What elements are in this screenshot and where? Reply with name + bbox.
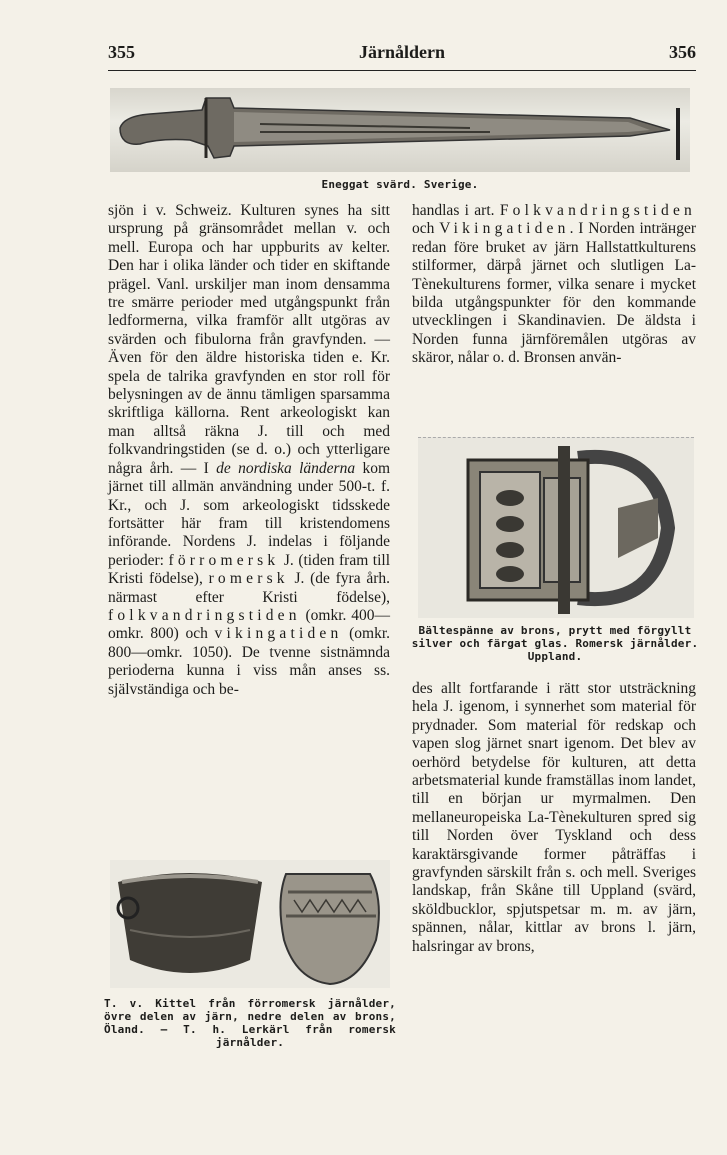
spaced-term: Folkvandringstiden	[499, 202, 696, 219]
spaced-term: förromersk	[168, 551, 280, 569]
buckle-figure	[418, 437, 694, 618]
text-column-right-bottom	[412, 680, 696, 956]
sword-caption: Eneggat svärd. Sverige.	[321, 178, 479, 191]
sword-figure	[110, 88, 690, 172]
spaced-term: folkvandringstiden	[108, 606, 301, 624]
running-title: Järnåldern	[358, 42, 445, 62]
page-number-left: 355	[108, 42, 135, 62]
sword-illustration-icon	[110, 88, 690, 172]
pots-caption: T. v. Kittel från förromersk järnålder, övre delen av järn, nedre delen av brons, Öland. — T. h. Lerkärl från romersk järnålder.	[104, 997, 396, 1049]
text-column-left	[108, 202, 390, 699]
pots-figure	[110, 860, 390, 988]
paragraph: handlas i art. Folkvandringstiden och Vikingatiden. I Norden inträнger redan före bruket av järn Hallstattkulturens stilformer, därpå järnet och slutligen La-Tènekulturens former, vilka senare i mycket bilda utgångspunkter för den kommande utvecklingen i Skandinavien. De äldsta i Norden funna järnföremålen utgöras av skäror, nålar o. d. Bronsen använ-	[412, 202, 696, 367]
page-number-right: 356	[669, 42, 696, 62]
spaced-term: romersk	[208, 570, 289, 588]
buckle-caption: Bältespänne av brons, prytt med förgyllt silver och färgat glas. Romersk järnålder. Uppland.	[411, 624, 699, 663]
spaced-term: vikingatiden	[214, 625, 343, 643]
cauldron-and-clay-pot-illustration-icon	[110, 860, 390, 988]
page-header	[108, 40, 696, 71]
belt-buckle-illustration-icon	[418, 438, 694, 618]
spaced-term: Vikingatiden	[439, 220, 570, 238]
paragraph: des allt fortfarande i rätt stor utsträckning hela J. igenom, i synnerhet som material för prydnader. Som material för redskap och vapen slog järnet snart igenom. Det blev av oerhörd betydelse för kulturen, att detta arbetsmaterial kunde framställas inom landet, till en början ur myrmalmen. Den mellaneuropeiska La-Tènekulturen spred sig till Norden över Tyskland och dess karaktärsgivande former påträffas i gravfynden särskilt från s. och mell. Sveriges landskap, från Skåne till Uppland (svärd, sköldbucklor, spjutspetsar m. m. av järn, spännen, nålar, kittlar av brons l. järn, halsringar av brons,	[412, 680, 696, 955]
text-column-right-top	[412, 202, 696, 368]
paragraph: sjön i v. Schweiz. Kulturen synes ha sitt ursprung på gränsområdet mellan v. och mell. Europa och har uppburits av kelter. Den har i olika länder och tider en skiftande prägel. Vanl. urskiljer man inom densamma tre smärre perioder med utgångspunkt från ledformerna, vilka framför allt utgöras av svärden och fibulorna från gravfynden. — Även för den äldre historiska tiden e. Kr. spela de talrika gravfynden en stor roll för belysningen av de ännu tämligen sparsamma skriftliga källorna. Rent arkeologiskt kan man alltså räkna J. till och med folkvandringstiden (se d. o.) och ytterligare några årh. — I de nordiska länderna kom järnet till allmän användning under 500-t. f. Kr., och J. som arkeologiskt tidsskede fortsätter här fram till kristendomens införande. Nordens J. indelas i följande perioder: förromersk J. (tiden fram till Kristi födelse), romersk J. (de fyra årh. närmast efter Kristi födelse), folkvandringstiden (omkr. 400—omkr. 800) och vikingatiden (omkr. 800—omkr. 1050). De tvenne sistnämnda perioderna kunna i viss mån anses ss. självständiga och be-	[108, 202, 391, 698]
italic-term: de nordiska länderna	[216, 459, 356, 477]
